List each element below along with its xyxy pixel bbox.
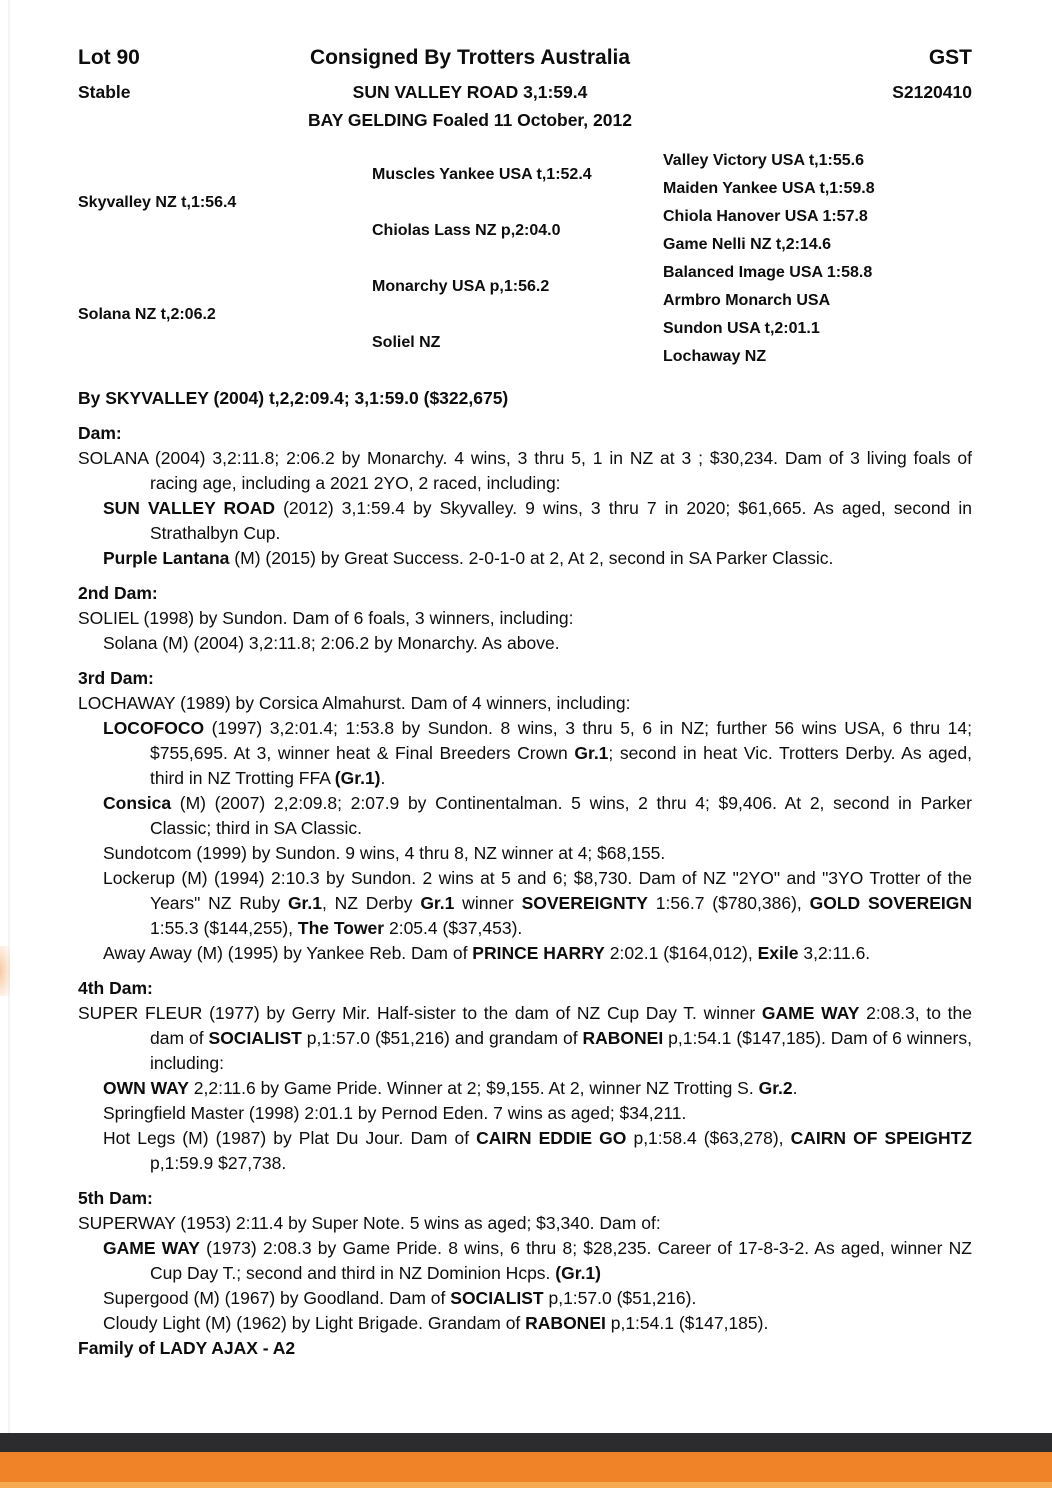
progeny-paragraph: [103, 1101, 972, 1126]
lot-number: Lot 90: [78, 46, 140, 69]
text-segment: SOLANA (2004) 3,2:11.8; 2:06.2 by Monarchy. 4 wins, 3 thru 5, 1 in NZ at 3 ; $30,234. Dam of 3 living foals of racing age, including a 2021 2YO, 2 raced, including:: [78, 448, 972, 493]
text-segment: , NZ Derby: [322, 893, 421, 913]
bold-horse-name: Purple Lantana: [103, 548, 230, 568]
bold-horse-name: SUN VALLEY ROAD: [103, 498, 276, 518]
dam-paragraph: [78, 1001, 973, 1076]
bold-horse-name: OWN WAY: [103, 1078, 189, 1098]
dam-section-heading: 2nd Dam:: [78, 583, 158, 603]
pedigree-great-grandparent: Game Nelli NZ t,2:14.6: [663, 236, 832, 253]
footer-orange-bar: [0, 1452, 1052, 1482]
text-segment: Cloudy Light (M) (1962) by Light Brigade. Grandam of: [103, 1313, 526, 1333]
text-segment: Hot Legs (M) (1987) by Plat Du Jour. Dam of: [103, 1128, 477, 1148]
catalog-header: [0, 0, 1052, 131]
pedigree-great-grandparent: Lochaway NZ: [663, 348, 767, 365]
dam-section-heading: 3rd Dam:: [78, 668, 154, 688]
bold-horse-name: CAIRN EDDIE GO: [476, 1128, 627, 1148]
progeny-paragraph: [103, 791, 972, 841]
bold-horse-name: Gr.1: [420, 893, 455, 913]
pedigree-grandparent: Monarchy USA p,1:56.2: [372, 278, 550, 295]
text-segment: Solana (M) (2004) 3,2:11.8; 2:06.2 by Monarchy. As above.: [103, 633, 560, 653]
dam-sections: [78, 421, 973, 1336]
text-segment: Supergood (M) (1967) by Goodland. Dam of: [103, 1288, 451, 1308]
text-segment: 2:02.1 ($164,012),: [604, 943, 758, 963]
dam-paragraph: [78, 446, 972, 496]
text-segment: (1997) 3,2:01.4; 1:53.8 by Sundon. 8 wins, 3 thru 5, 6 in NZ; further 56 wins USA, 6 thru 14; $755,695. At 3, winner heat & Final Breeders Crown: [150, 718, 972, 763]
progeny-paragraph: [103, 866, 973, 941]
pedigree-grandparent: Muscles Yankee USA t,1:52.4: [372, 166, 592, 183]
bold-horse-name: SOCIALIST: [450, 1288, 544, 1308]
consignor-title: Consigned By Trotters Australia: [309, 46, 631, 69]
pedigree-great-grandparent: Balanced Image USA 1:58.8: [663, 264, 873, 281]
text-segment: 2:05.4 ($37,453).: [384, 918, 523, 938]
text-segment: .: [380, 768, 386, 788]
pedigree-grandparent: Soliel NZ: [372, 334, 441, 351]
pedigree-text-body: [78, 385, 973, 1361]
bold-horse-name: LOCOFOCO: [103, 718, 205, 738]
scan-artifact-line: [8, 0, 10, 1488]
text-segment: winner: [454, 893, 522, 913]
text-segment: p,1:54.1 ($147,185).: [605, 1313, 769, 1333]
progeny-paragraph: [103, 841, 972, 866]
text-segment: Sundotcom (1999) by Sundon. 9 wins, 4 thru 8, NZ winner at 4; $68,155.: [103, 843, 666, 863]
text-segment: SOLIEL (1998) by Sundon. Dam of 6 foals, 3 winners, including:: [78, 608, 574, 628]
bold-horse-name: Gr.1: [287, 893, 322, 913]
progeny-paragraph: [103, 1286, 972, 1311]
text-segment: Lockerup (M) (1994) 2:10.3 by Sundon. 2 wins at 5 and 6; $8,730. Dam of NZ "2YO" and "3YO Trotter of the Years" NZ Ruby: [103, 868, 972, 913]
footer-light-strip: [0, 1482, 1052, 1488]
header-row-3: [0, 110, 1052, 131]
dam-section-heading: 5th Dam:: [78, 1188, 153, 1208]
progeny-paragraph: [103, 1076, 972, 1101]
dam-paragraph: [78, 691, 972, 716]
text-segment: 2,2:11.6 by Game Pride. Winner at 2; $9,155. At 2, winner NZ Trotting S.: [188, 1078, 759, 1098]
bold-horse-name: GOLD SOVEREIGN: [809, 893, 973, 913]
progeny-paragraph: [103, 546, 972, 571]
header-row-2: [0, 82, 1052, 103]
text-segment: (1973) 2:08.3 by Game Pride. 8 wins, 6 thru 8; $28,235. Career of 17-8-3-2. As aged, winner NZ Cup Day T.; second and third in NZ Dominion Hcps.: [150, 1238, 972, 1283]
bold-horse-name: Exile: [757, 943, 799, 963]
bold-horse-name: Gr.1: [574, 743, 609, 763]
text-segment: Away Away (M) (1995) by Yankee Reb. Dam of: [103, 943, 473, 963]
text-segment: p,1:57.0 ($51,216) and grandam of: [301, 1028, 583, 1048]
pedigree-column-great-grandparents: [663, 147, 992, 371]
header-row-1: [0, 46, 1052, 70]
text-segment: p,1:58.4 ($63,278),: [626, 1128, 791, 1148]
dam-section-heading: 4th Dam:: [78, 978, 153, 998]
bold-horse-name: Consica: [103, 793, 172, 813]
text-segment: 3,2:11.6.: [798, 943, 871, 963]
progeny-paragraph: [103, 716, 972, 791]
text-segment: 2:08.3, to the dam of: [150, 1003, 973, 1048]
bold-horse-name: Gr.2: [758, 1078, 793, 1098]
horse-description: BAY GELDING Foaled 11 October, 2012: [308, 110, 632, 130]
progeny-paragraph: [103, 1236, 972, 1286]
bold-horse-name: GAME WAY: [103, 1238, 200, 1258]
bold-horse-name: (Gr.1): [555, 1263, 601, 1283]
text-segment: p,1:57.0 ($51,216).: [543, 1288, 697, 1308]
pedigree-great-grandparent: Valley Victory USA t,1:55.6: [663, 152, 864, 169]
text-segment: (M) (2007) 2,2:09.8; 2:07.9 by Continentalman. 5 wins, 2 thru 4; $9,406. At 2, second in Parker Classic; third in SA Classic.: [150, 793, 972, 838]
text-segment: 1:55.3 ($144,255),: [150, 918, 298, 938]
text-segment: (M) (2015) by Great Success. 2-0-1-0 at 2, At 2, second in SA Parker Classic.: [229, 548, 834, 568]
progeny-paragraph: [103, 1311, 972, 1336]
bold-horse-name: GAME WAY: [761, 1003, 860, 1023]
text-segment: SUPERWAY (1953) 2:11.4 by Super Note. 5 wins as aged; $3,340. Dam of:: [78, 1213, 661, 1233]
bold-horse-name: (Gr.1): [334, 768, 381, 788]
bold-horse-name: RABONEI: [582, 1028, 664, 1048]
pedigree-dam: Solana NZ t,2:06.2: [78, 306, 216, 323]
text-segment: (2012) 3,1:59.4 by Skyvalley. 9 wins, 3 thru 7 in 2020; $61,665. As aged, second in Strathalbyn Cup.: [150, 498, 972, 543]
pedigree-sire: Skyvalley NZ t,1:56.4: [78, 194, 237, 211]
gst-label: GST: [928, 46, 972, 69]
text-segment: ; second in heat Vic. Trotters Derby. As aged, third in NZ Trotting FFA: [150, 743, 972, 788]
horse-title: SUN VALLEY ROAD 3,1:59.4: [352, 82, 588, 102]
pedigree-table: [0, 147, 1052, 371]
left-edge-orange-mark: [0, 946, 10, 996]
text-segment: 1:56.7 ($780,386),: [647, 893, 810, 913]
text-segment: p,1:54.1 ($147,185). Dam of 6 winners, including:: [150, 1028, 973, 1073]
bold-horse-name: SOVEREIGNTY: [521, 893, 648, 913]
bold-horse-name: RABONEI: [525, 1313, 606, 1333]
pedigree-great-grandparent: Chiola Hanover USA 1:57.8: [663, 208, 868, 225]
pedigree-grandparent: Chiolas Lass NZ p,2:04.0: [372, 222, 561, 239]
lot-code: S2120410: [892, 82, 972, 102]
pedigree-great-grandparent: Armbro Monarch USA: [663, 292, 831, 309]
family-line: Family of LADY AJAX - A2: [78, 1338, 296, 1358]
text-segment: p,1:59.9 $27,738.: [150, 1153, 287, 1173]
dam-paragraph: [78, 1211, 972, 1236]
stable-label: Stable: [78, 82, 131, 102]
dam-paragraph: [78, 606, 972, 631]
pedigree-column-parents: [78, 147, 372, 371]
progeny-paragraph: [103, 941, 972, 966]
text-segment: Springfield Master (1998) 2:01.1 by Pernod Eden. 7 wins as aged; $34,211.: [103, 1103, 687, 1123]
sire-byline: By SKYVALLEY (2004) t,2,2:09.4; 3,1:59.0 ($322,675): [78, 388, 509, 408]
footer-dark-bar: [0, 1433, 1052, 1452]
progeny-paragraph: [103, 496, 972, 546]
bold-horse-name: SOCIALIST: [208, 1028, 302, 1048]
bold-horse-name: The Tower: [297, 918, 385, 938]
progeny-paragraph: [103, 631, 972, 656]
progeny-paragraph: [103, 1126, 972, 1176]
pedigree-great-grandparent: Maiden Yankee USA t,1:59.8: [663, 180, 875, 197]
dam-section-heading: Dam:: [78, 423, 122, 443]
bold-horse-name: PRINCE HARRY: [472, 943, 605, 963]
text-segment: SUPER FLEUR (1977) by Gerry Mir. Half-sister to the dam of NZ Cup Day T. winner: [78, 1003, 762, 1023]
pedigree-column-grandparents: [372, 147, 663, 371]
bold-horse-name: CAIRN OF SPEIGHTZ: [790, 1128, 972, 1148]
text-segment: .: [792, 1078, 798, 1098]
text-segment: LOCHAWAY (1989) by Corsica Almahurst. Dam of 4 winners, including:: [78, 693, 631, 713]
pedigree-great-grandparent: Sundon USA t,2:01.1: [663, 320, 820, 337]
